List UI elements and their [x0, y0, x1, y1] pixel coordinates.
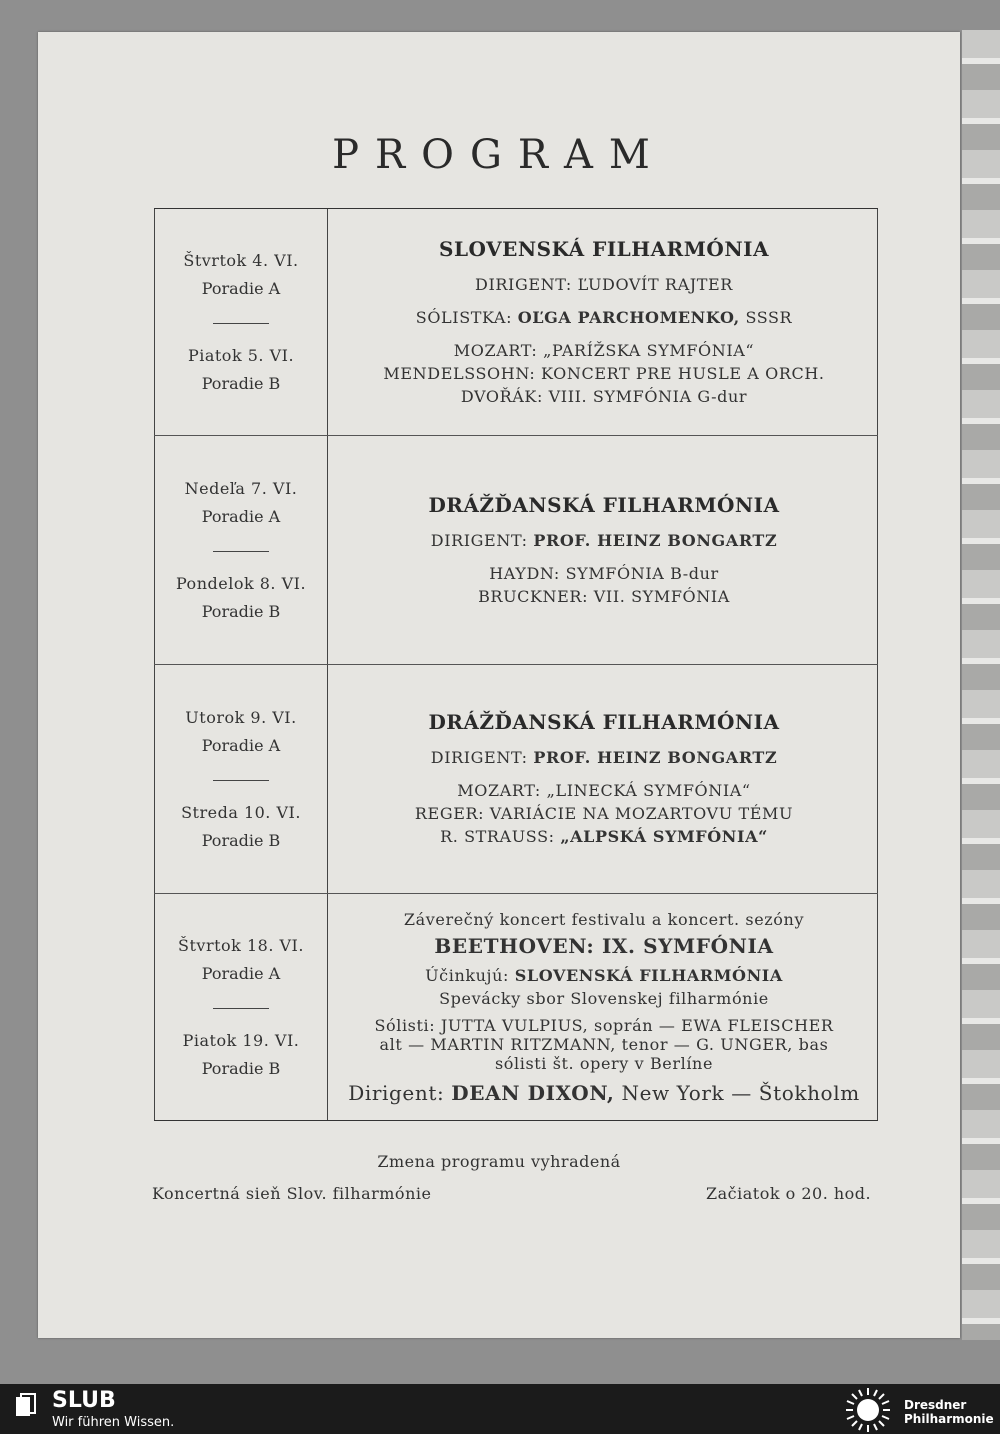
conductor-line	[348, 1079, 860, 1107]
concert-series: Poradie B	[201, 601, 281, 621]
library-claim: Wir führen Wissen.	[52, 1415, 175, 1430]
concert-series: Poradie B	[201, 830, 281, 850]
conductor-line	[475, 273, 733, 296]
concert-intro: Záverečný koncert festivalu a koncert. sezóny	[403, 909, 805, 929]
slub-logo-icon	[14, 1392, 38, 1418]
date-separator	[213, 551, 269, 552]
concert-dates	[154, 209, 328, 435]
date-entry	[185, 475, 298, 531]
concert-day: Piatok 5. VI.	[187, 345, 295, 365]
date-separator	[213, 780, 269, 781]
conductor-label: DIRIGENT:	[430, 748, 528, 767]
soloists-line: alt — MARTIN RITZMANN, tenor — G. UNGER, bas	[379, 1034, 829, 1054]
orchestra-name: DRÁŽĎANSKÁ FILHARMÓNIA	[428, 710, 780, 734]
concert-dates	[154, 894, 328, 1120]
soloist-line	[416, 306, 792, 329]
date-entry	[188, 342, 294, 398]
work-item: MENDELSSOHN: KONCERT PRE HUSLE A ORCH.	[383, 363, 825, 383]
work-item: MOZART: „LINECKÁ SYMFÓNIA“	[457, 781, 751, 800]
venue-text: Koncertná sieň Slov. filharmónie	[152, 1184, 432, 1203]
work-item: MOZART: „PARÍŽSKA SYMFÓNIA“	[453, 340, 755, 360]
concert-day: Utorok 9. VI.	[185, 707, 297, 727]
concert-series: Poradie A	[201, 963, 281, 983]
dresdner-philharmonie-logo-icon	[842, 1386, 894, 1434]
work-item: HAYDN: SYMFÓNIA B-dur	[489, 563, 719, 583]
partner-name-line1: Dresdner	[904, 1398, 967, 1412]
soloist-name: OĽGA PARCHOMENKO,	[517, 307, 740, 327]
adjacent-page-edge	[962, 30, 1000, 1340]
concert-program	[331, 436, 878, 664]
concert-dates	[154, 436, 328, 664]
orchestra-name: SLOVENSKÁ FILHARMÓNIA	[439, 236, 769, 261]
orchestra-name: DRÁŽĎANSKÁ FILHARMÓNIA	[428, 492, 780, 517]
viewer-footer-bar	[0, 1384, 1000, 1434]
concert-day: Pondelok 8. VI.	[175, 573, 307, 593]
concert-series: Poradie B	[201, 373, 281, 393]
concert-series: Poradie A	[201, 278, 281, 298]
program-page	[38, 32, 960, 1338]
concert-row	[154, 894, 878, 1120]
date-entry	[185, 704, 296, 760]
conductor-label: DIRIGENT:	[430, 530, 528, 550]
work-composer: R. STRAUSS:	[440, 827, 555, 846]
concert-dates	[154, 665, 328, 893]
soloist-label: SÓLISTKA:	[415, 307, 513, 327]
work-item	[440, 825, 768, 848]
choir-line: Spevácky sbor Slovenskej filharmónie	[439, 988, 769, 1008]
library-name: SLUB	[52, 1388, 116, 1413]
concert-day: Štvrtok 4. VI.	[183, 250, 299, 270]
concert-program	[331, 894, 878, 1120]
performers-label: Účinkujú:	[425, 965, 510, 985]
program-change-note: Zmena programu vyhradená	[377, 1152, 621, 1171]
concert-program	[331, 209, 878, 435]
conductor-origin: New York — Štokholm	[621, 1080, 860, 1105]
concert-row	[154, 436, 878, 665]
date-entry	[183, 247, 298, 303]
conductor-name: ĽUDOVÍT RAJTER	[577, 274, 733, 294]
date-entry	[178, 932, 304, 988]
concert-day: Piatok 19. VI.	[182, 1030, 300, 1050]
work-item: REGER: VARIÁCIE NA MOZARTOVU TÉMU	[414, 804, 794, 823]
concert-day: Streda 10. VI.	[181, 802, 301, 822]
conductor-line	[431, 529, 777, 552]
conductor-name: PROF. HEINZ BONGARTZ	[533, 530, 778, 550]
soloist-origin: SSSR	[745, 307, 793, 327]
work-title: „ALPSKÁ SYMFÓNIA“	[560, 827, 768, 846]
date-entry	[181, 799, 301, 855]
concert-day: Nedeľa 7. VI.	[184, 478, 298, 498]
date-entry	[176, 570, 306, 626]
partner-name-line2: Philharmonie	[904, 1412, 994, 1426]
work-item: BRUCKNER: VII. SYMFÓNIA	[478, 586, 730, 606]
performers-name: SLOVENSKÁ FILHARMÓNIA	[514, 965, 783, 985]
soloists-line: sólisti št. opery v Berlíne	[494, 1053, 714, 1073]
work-item: DVOŘÁK: VIII. SYMFÓNIA G-dur	[460, 386, 748, 406]
concert-series: Poradie A	[201, 506, 281, 526]
concert-day: Štvrtok 18. VI.	[178, 935, 304, 955]
conductor-line	[431, 746, 777, 769]
concert-series: Poradie A	[201, 735, 281, 755]
partner-name	[904, 1398, 994, 1426]
concert-program	[331, 665, 878, 893]
page-title: PROGRAM	[332, 132, 666, 178]
start-time-text: Začiatok o 20. hod.	[706, 1184, 872, 1203]
soloists-line: Sólisti: JUTTA VULPIUS, soprán — EWA FLEISCHER	[374, 1015, 834, 1035]
concert-row	[154, 665, 878, 894]
concert-row	[154, 209, 878, 436]
conductor-label: DIRIGENT:	[475, 274, 572, 294]
conductor-name: PROF. HEINZ BONGARTZ	[533, 748, 778, 767]
date-separator	[213, 1008, 269, 1009]
performers-line	[425, 964, 783, 987]
conductor-name: DEAN DIXON,	[451, 1080, 615, 1105]
conductor-label: Dirigent:	[348, 1080, 445, 1105]
date-entry	[183, 1027, 300, 1083]
concert-series: Poradie B	[201, 1058, 281, 1078]
date-separator	[213, 323, 269, 324]
program-table	[154, 208, 878, 1121]
concert-headline: BEETHOVEN: IX. SYMFÓNIA	[434, 933, 774, 958]
